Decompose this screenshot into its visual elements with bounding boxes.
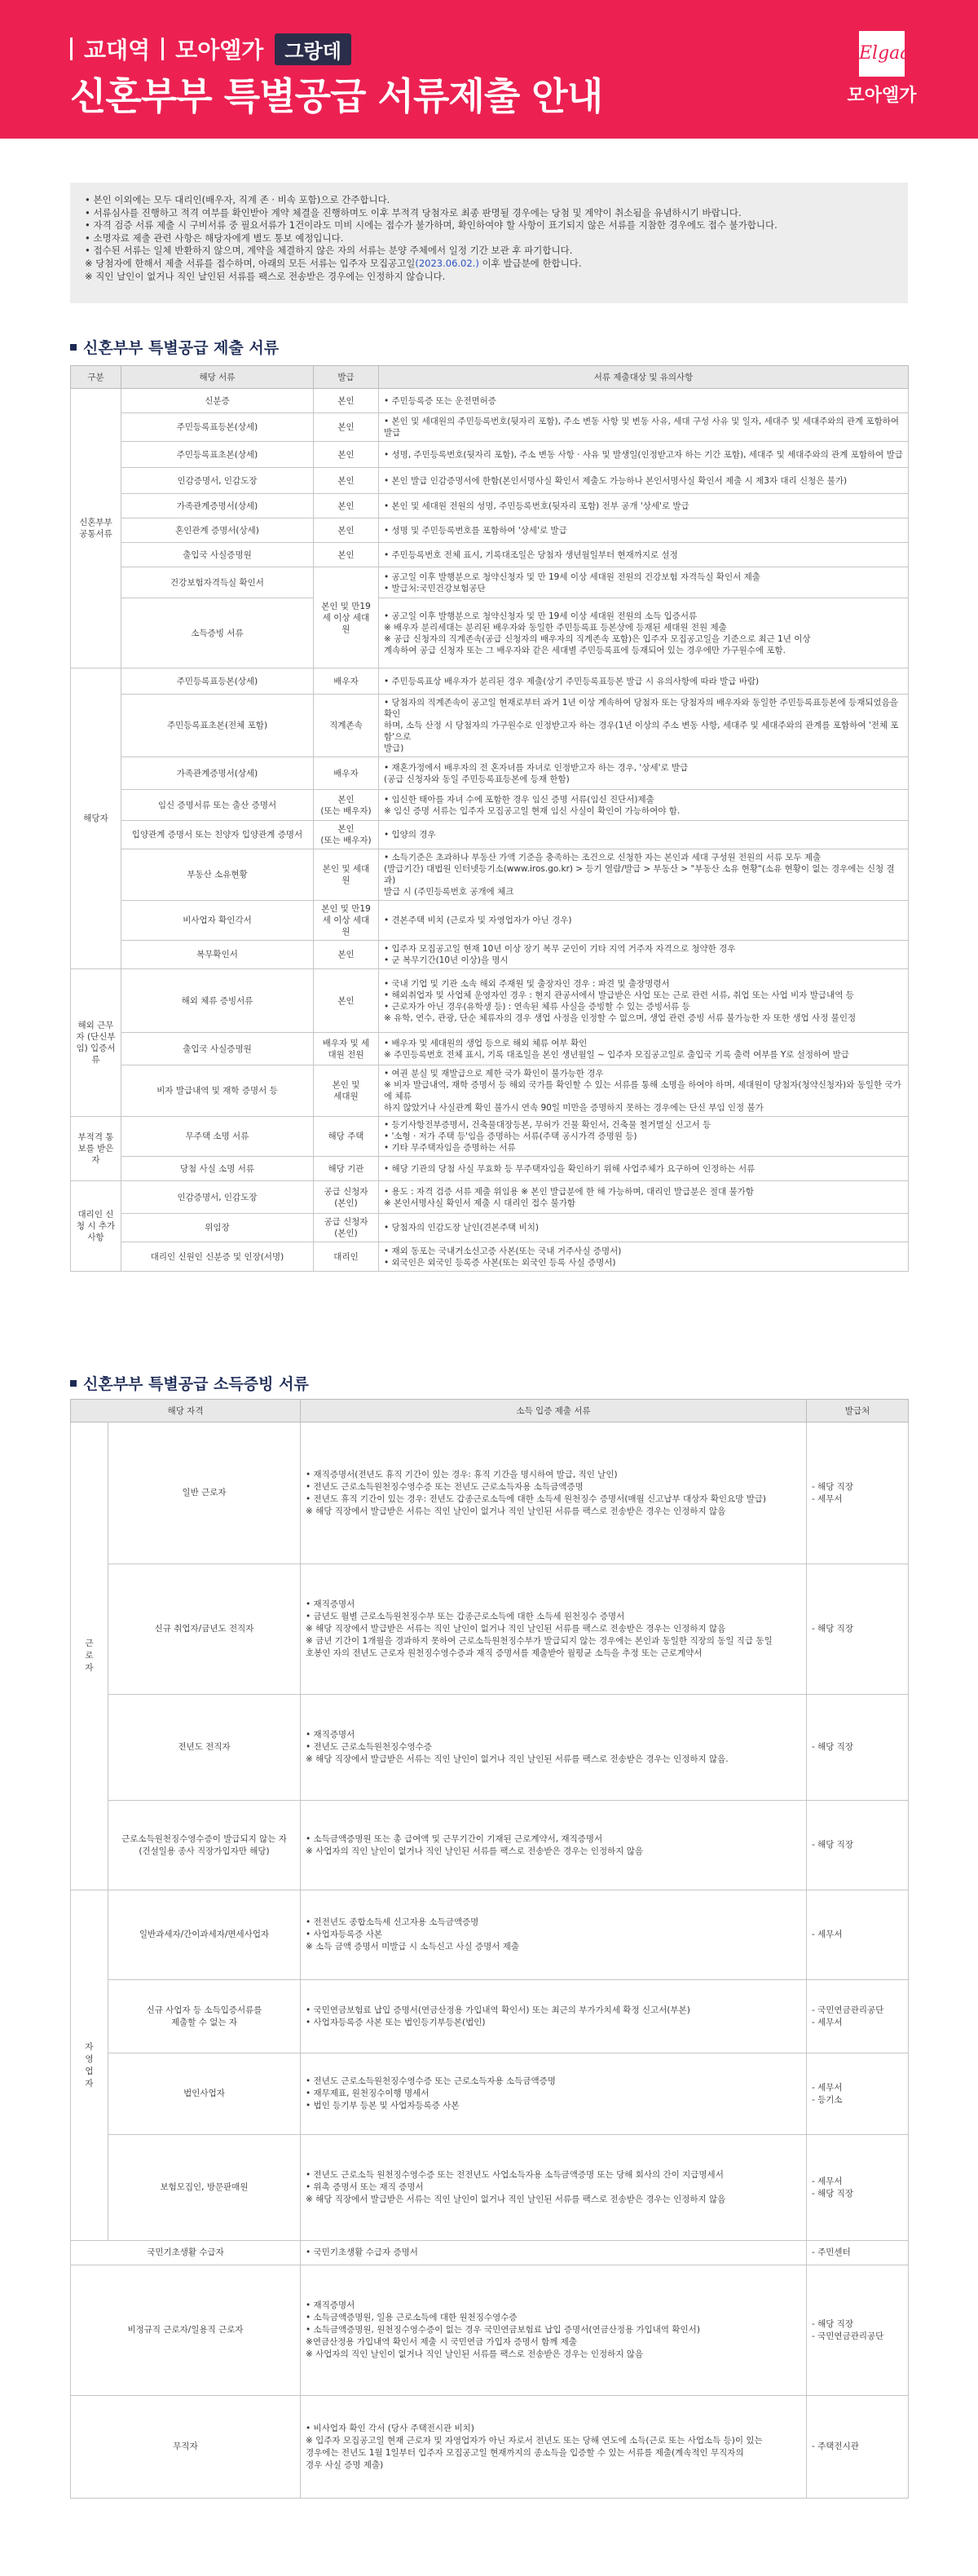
qualification: 일반과세자/간이과세자/면세사업자 — [108, 1890, 301, 1980]
document-name: 비자 발급내역 및 재학 증명서 등 — [121, 1065, 314, 1117]
row-category: 해당자 — [71, 668, 121, 969]
document-note: • 소득금액증명원 또는 총 급여액 및 근무기간이 기재된 근로계약서, 재직증명서 ※ 사업자의 직인 날인이 없거나 직인 날인된 서류를 팩스로 전송받은 경우는 인정하지 않음 — [301, 1801, 807, 1890]
table-row — [71, 1890, 909, 1980]
issuer: 본인 (또는 배우자) — [314, 790, 379, 821]
document-note: • 본인 및 세대원의 주민등록번호(뒷자리 포함), 주소 변동 사항 및 변동 사유, 세대 구성 사유 및 일자, 세대주 및 세대주와의 관계 포함하여 발급 — [379, 413, 909, 442]
divider — [70, 37, 73, 60]
document-note: • 소득기준은 초과하나 부동산 가액 기준을 충족하는 조건으로 신청한 자는 본인과 세대 구성원 전원의 서류 모두 제출 (발급기간) 대법원 인터넷등기소(www.iros.go.kr) > 등기 열람/발급 > 부동산 > "부동산 소유 현황"(소유 현황이 없는 경우에는 신청 결과) 발급 시 (주민등록번호 공개에 체크 — [379, 849, 909, 901]
issuer: 본인 및 세대원 — [314, 849, 379, 901]
document-name: 임신 증명서류 또는 출산 증명서 — [121, 790, 314, 821]
qualification: 법인사업자 — [108, 2053, 301, 2135]
document-note: • 전전년도 종합소득세 신고자용 소득금액증명 • 사업자등록증 사본 ※ 소득 금액 증명서 미발급 시 소득신고 사실 증명서 제출 — [301, 1890, 807, 1980]
documents-table — [70, 365, 909, 1272]
table-row — [71, 468, 909, 494]
table-row — [71, 1181, 909, 1214]
table-row — [71, 413, 909, 442]
issuing-office: - 세무서 - 해당 직장 — [807, 2135, 909, 2241]
document-note: • 본인 발급 인감증명서에 한함(본인서명사실 확인서 제출도 가능하나 본인서명사실 확인서 제출 시 제3자 대리 신청은 불가) — [379, 468, 909, 494]
document-note: • 재외 동포는 국내거소신고증 사본(또는 국내 거주사실 증명서) • 외국인은 외국인 등록증 사본(또는 외국인 등록 사실 증명서) — [379, 1242, 909, 1272]
issuer: 본인 — [314, 543, 379, 567]
table-row — [71, 1423, 909, 1564]
table-row — [71, 1033, 909, 1065]
document-name: 신분증 — [121, 389, 314, 413]
notice-line — [85, 258, 893, 271]
qualification: 일반 근로자 — [108, 1423, 301, 1564]
col-header: 발급처 — [807, 1400, 909, 1423]
row-category: 근 로 자 — [71, 1423, 108, 1890]
table-row — [71, 849, 909, 901]
document-note: • 견본주택 비치 (근로자 및 자영업자가 아닌 경우) — [379, 901, 909, 941]
document-note: • 본인 및 세대원 전원의 성명, 주민등록번호(뒷자리 포함) 전부 공개 '상세'로 발급 — [379, 494, 909, 518]
issuer: 본인 및 만19세 이상 세대원 — [314, 901, 379, 941]
table-row — [71, 969, 909, 1033]
col-header: 해당 자격 — [71, 1400, 301, 1423]
document-note: • 재혼가정에서 배우자의 전 혼자녀를 자녀로 인정받고자 하는 경우, '상세'로 발급 (공급 신청자와 동일 주민등록표등본에 등재 한함) — [379, 757, 909, 790]
issuer: 본인 — [314, 969, 379, 1033]
document-note: • 국민연금보험료 납입 증명서(연금산정용 가입내역 확인서) 또는 최근의 부가가치세 확정 신고서(부본) • 사업자등록증 사본 또는 법인등기부등본(법인) — [301, 1980, 807, 2053]
table-row — [71, 543, 909, 567]
document-note: • 재직증명서(전년도 휴직 기간이 있는 경우: 휴직 기간을 명시하여 발급, 직인 날인) • 전년도 근로소득원천징수영수증 또는 전년도 근로소득자용 소득금액증명 • 전년도 휴직 기간이 있는 경우: 전년도 갑종근로소득에 대한 소득세 원천징수 증명서(매월 신고납부 대상자 확인요망 발급) ※ 해당 직장에서 발급받은 서류는 직인 날인이 없거나 직인 날인된 서류를 팩스로 전송받은 경우는 인정하지 않음 — [301, 1423, 807, 1564]
document-name: 출입국 사실증명원 — [121, 1033, 314, 1065]
section-title-text: 신혼부부 특별공급 소득증빙 서류 — [83, 1375, 309, 1393]
document-note: • 배우자 및 세대원의 생업 등으로 해외 체류 여부 확인 ※ 주민등록번호 전체 표시, 기록 대조일을 본인 생년월일 ~ 입주자 모집공고일로 출입국 기록 출력 여부를 Y로 설정하여 발급 — [379, 1033, 909, 1065]
table-row — [71, 1065, 909, 1117]
table-row — [71, 941, 909, 969]
issuing-office: - 국민연금관리공단 - 세무서 — [807, 1980, 909, 2053]
document-note: • 국내 기업 및 기관 소속 해외 주재원 및 출장자인 경우 : 파견 및 출장명령서 • 해외취업자 및 사업체 운영자인 경우 : 현지 관공서에서 발급받은 사업 또는 근로 관련 서류, 취업 또는 사업 비자 발급내역 등 • 근로자가 아닌 경우(유학생 등) : 연속된 체류 사실을 증빙할 수 있는 증빙서류 등 ※ 유학, 연수, 관광, 단순 체류자의 경우 생업 사정을 인정할 수 없으며, 생업 관련 증빙 서류 불가능한 자 또한 생업 사정 불인정 — [379, 969, 909, 1033]
table-row — [71, 1980, 909, 2053]
issuing-office: - 주택전시관 — [807, 2396, 909, 2499]
col-header: 서류 제출대상 및 유의사항 — [379, 366, 909, 389]
issuer: 본인 — [314, 442, 379, 468]
bullet-square-icon — [70, 1380, 77, 1387]
document-note: • 당첨자의 직계존속이 공고일 현재로부터 과거 1년 이상 계속하여 당첨자 또는 당첨자의 배우자와 동일한 주민등록표등본에 등재되었음을 확인 하며, 소득 산정 시 당첨자의 가구원수로 인정받고자 하는 경우(1년 이상의 주소 변동 사항, 세대주 및 세대주와의 관계를 포함하여 '전체 포함'으로 발급) — [379, 695, 909, 757]
table-row — [71, 518, 909, 543]
brand-tag: 그랑데 — [275, 33, 351, 65]
brand-logo — [839, 31, 924, 109]
issuer: 본인 — [314, 494, 379, 518]
notice-text: ※ 당첨자에 한해서 제출 서류를 접수하며, 아래의 모든 서류는 입주자 모집공고일 — [85, 257, 416, 269]
logo-name: 모아엘가 — [847, 86, 917, 106]
qualification: 무직자 — [71, 2396, 301, 2499]
document-name: 인감증명서, 인감도장 — [121, 1181, 314, 1214]
document-note: • 당첨자의 인감도장 날인(견본주택 비치) — [379, 1214, 909, 1242]
issuing-office: - 세무서 — [807, 1890, 909, 1980]
document-note: • 등기사항전부증명서, 건축물대장등본, 무허가 건물 확인서, 건축물 철거멸실 신고서 등 • '소형 · 저가 주택 등'임을 증명하는 서류(주택 공시가격 증명원 등) • 기타 무주택자임을 증명하는 서류 — [379, 1117, 909, 1157]
document-note: • 공고일 이후 발행분으로 청약신청자 및 만 19세 이상 세대원 전원의 건강보험 자격득실 확인서 제출 • 발급처:국민건강보험공단 — [379, 567, 909, 598]
document-name: 출입국 사실증명원 — [121, 543, 314, 567]
issuer: 본인 — [314, 518, 379, 543]
issuing-office: - 해당 직장 — [807, 1564, 909, 1695]
issuer: 공급 신청자 (본인) — [314, 1181, 379, 1214]
issuer: 본인 (또는 배우자) — [314, 821, 379, 849]
issuer: 본인 및 세대원 — [314, 1065, 379, 1117]
table-row — [71, 2265, 909, 2396]
issuer: 대리인 — [314, 1242, 379, 1272]
table-row — [71, 2396, 909, 2499]
issuing-office: - 주민센터 — [807, 2241, 909, 2265]
document-note: • 임신한 태아를 자녀 수에 포함한 경우 임신 증명 서류(임신 진단서)제출 ※ 임신 증명 서류는 입주자 모집공고일 현재 임신 사실이 확인이 가능하여야 함. — [379, 790, 909, 821]
table-row — [71, 790, 909, 821]
breadcrumb — [70, 33, 351, 65]
document-note: • 국민기초생활 수급자 증명서 — [301, 2241, 807, 2265]
issuer: 본인 — [314, 389, 379, 413]
row-category: 자 영 업 자 — [71, 1890, 108, 2241]
table-row — [71, 668, 909, 695]
issuing-office: - 해당 직장 - 국민연금관리공단 — [807, 2265, 909, 2396]
document-name: 복무확인서 — [121, 941, 314, 969]
notice-line: • 서류심사를 진행하고 적격 여부를 확인받아 계약 체결을 진행하며도 이후 부적격 당첨자로 최종 판명될 경우에는 당첨 및 계약이 취소됨을 유념하시기 바랍니다. — [85, 206, 742, 218]
bullet-square-icon — [70, 344, 77, 351]
issuer: 배우자 — [314, 757, 379, 790]
issuing-office: - 해당 직장 — [807, 1695, 909, 1801]
document-name: 무주택 소명 서류 — [121, 1117, 314, 1157]
divider — [161, 37, 164, 60]
notice-line: • 접수된 서류는 일체 반환하지 않으며, 계약을 체결하지 않은 자의 서류는 분양 주체에서 일정 기간 보관 후 파기합니다. — [85, 245, 573, 257]
page-title: 신혼부부 특별공급 서류제출 안내 — [70, 74, 603, 118]
qualification: 보험모집인, 방문판매원 — [108, 2135, 301, 2241]
notice-text: 이후 발급분에 한합니다. — [482, 257, 582, 269]
col-header: 소득 입증 제출 서류 — [301, 1400, 807, 1423]
document-name: 주민등록표등본(상세) — [121, 668, 314, 695]
document-name: 부동산 소유현황 — [121, 849, 314, 901]
notice-date: (2023.06.02.) — [415, 257, 479, 269]
issuer: 배우자 — [314, 668, 379, 695]
qualification: 신규 사업자 등 소득입증서류를 제출할 수 없는 자 — [108, 1980, 301, 2053]
document-name: 가족관계증명서(상세) — [121, 757, 314, 790]
document-note: • 해당 기관의 당첨 사실 무효화 등 무주택자임을 확인하기 위해 사업주체가 요구하여 인정하는 서류 — [379, 1157, 909, 1181]
document-note: • 비사업자 확인 각서 (당사 주택전시관 비치) ※ 입주자 모집공고일 현재 근로자 및 자영업자가 아닌 자로서 전년도 또는 당해 연도에 소득(근로 또는 사업소득 등)이 있는 경우에는 전년도 1월 1일부터 입주자 모집공고일 현재까지의 종소득을 입증할 수 있는 서류를 제출(계속적인 무직자의 경우 사실 증명 제출) — [301, 2396, 807, 2499]
table-row — [71, 1117, 909, 1157]
row-category: 해외 근무자 (단신부임) 입증서류 — [71, 969, 121, 1117]
notice-line: • 소명자료 제출 관련 사항은 해당자에게 별도 통보 예정입니다. — [85, 232, 344, 244]
section-title-text: 신혼부부 특별공급 제출 서류 — [83, 339, 280, 357]
income-documents-table — [70, 1399, 909, 2499]
crumb-location: 교대역 — [84, 37, 151, 64]
issuer: 본인 및 만19세 이상 세대원 — [314, 567, 379, 668]
issuer: 본인 — [314, 941, 379, 969]
document-note: • 주민등록증 또는 운전면허증 — [379, 389, 909, 413]
table-row — [71, 389, 909, 413]
document-name: 인감증명서, 인감도장 — [121, 468, 314, 494]
issuer: 공급 신청자 (본인) — [314, 1214, 379, 1242]
row-category: 부적격 통보를 받은 자 — [71, 1117, 121, 1181]
qualification: 근로소득원천징수영수증이 발급되지 않는 자 (건설일용 종사 직장가입자만 해당) — [108, 1801, 301, 1890]
col-header: 해당 서류 — [121, 366, 314, 389]
document-name: 위임장 — [121, 1214, 314, 1242]
qualification: 신규 취업자/금년도 전직자 — [108, 1564, 301, 1695]
issuer: 본인 — [314, 468, 379, 494]
notice-line: • 본인 이외에는 모두 대리인(배우자, 직계 존 · 비속 포함)으로 간주합니다. — [85, 194, 390, 205]
document-name: 입양관계 증명서 또는 친양자 입양관계 증명서 — [121, 821, 314, 849]
document-note: • 재직증명서 • 전년도 근로소득원천징수영수증 ※ 해당 직장에서 발급받은 서류는 직인 날인이 없거나 직인 날인된 서류를 팩스로 전송받은 경우는 인정하지 않음. — [301, 1695, 807, 1801]
table-row — [71, 2135, 909, 2241]
document-name: 소득증빙 서류 — [121, 598, 314, 668]
document-name: 주민등록표등본(상세) — [121, 413, 314, 442]
document-note: • 성명 및 주민등록번호를 포함하여 '상세'로 발급 — [379, 518, 909, 543]
table-row — [71, 2053, 909, 2135]
table-row — [71, 1214, 909, 1242]
notice-box — [70, 183, 908, 303]
document-note: • 전년도 근로소득 원천징수영수증 또는 전전년도 사업소득자용 소득금액증명 또는 당해 회사의 간이 지급명세서 • 위촉 증명서 또는 재직 증명서 ※ 해당 직장에서 발급받은 서류는 직인 날인이 없거나 직인 날인된 서류를 팩스로 전송받은 경우는 인정하지 않음 — [301, 2135, 807, 2241]
section-title — [70, 336, 279, 358]
col-header: 구분 — [71, 366, 121, 389]
document-note: • 여권 분실 및 재발급으로 제한 국가 확인이 불가능한 경우 ※ 비자 발급내역, 재학 증명서 등 해외 국가를 확인할 수 있는 서류를 통해 소명을 하여야 하며, 세대원이 당첨자(청약신청자)와 동일한 국가에 체류 하지 않았거나 사실관계 확인 불가시 연속 90일 미만을 증명하지 못하는 경우에는 단신 부임 인정 불가 — [379, 1065, 909, 1117]
table-row — [71, 1564, 909, 1695]
notice-line: ※ 직인 날인이 없거나 직인 날인된 서류를 팩스로 전송받은 경우에는 인정하지 않습니다. — [85, 270, 446, 282]
table-row — [71, 598, 909, 668]
document-name: 주민등록표초본(전체 포함) — [121, 695, 314, 757]
page-header — [0, 0, 978, 139]
table-row — [71, 695, 909, 757]
document-note: • 성명, 주민등록번호(뒷자리 포함), 주소 변동 사항 · 사유 및 발생일(인정받고자 하는 기간 포함), 세대주 및 세대주와의 관계 포함하여 발급 — [379, 442, 909, 468]
logo-mark: Elgaa — [859, 31, 905, 77]
issuing-office: - 세무서 - 등기소 — [807, 2053, 909, 2135]
document-note: • 주민등록표상 배우자가 분리된 경우 제출(상기 주민등록표등본 발급 시 유의사항에 따라 발급 바람) — [379, 668, 909, 695]
qualification: 국민기초생활 수급자 — [71, 2241, 301, 2265]
issuer: 해당 기관 — [314, 1157, 379, 1181]
issuing-office: - 해당 직장 - 세무서 — [807, 1423, 909, 1564]
notice-line: • 자격 검증 서류 제출 시 구비서류 중 필요서류가 1건이라도 미비 시에는 접수가 불가하며, 확인하여야 할 사항이 표기되지 않은 서류를 지참한 경우에도 접수 불가합니다. — [85, 219, 778, 232]
document-name: 당첨 사실 소명 서류 — [121, 1157, 314, 1181]
table-row — [71, 1801, 909, 1890]
document-note: • 입주자 모집공고일 현재 10년 이상 장기 복무 군인이 기타 지역 거주자 자격으로 청약한 경우 • 군 복무기간(10년 이상)을 명시 — [379, 941, 909, 969]
document-note: • 재직증명서 • 금년도 월별 근로소득원천징수부 또는 갑종근로소득에 대한 소득세 원천징수 증명서 ※ 해당 직장에서 발급받은 서류는 직인 날인이 없거나 직인 날인된 서류를 팩스로 전송받은 경우는 인정하지 않음 ※ 금년 기간이 1개월을 경과하지 못하여 근로소득원천징수부가 발급되지 않는 경우에는 본인과 동일한 직장의 동일 직급 동일 호봉인 자의 전년도 근로자 원천징수영수증과 재직 증명서를 제출받아 월평균 소득을 추정 또는 근로계약서 — [301, 1564, 807, 1695]
document-note: • 전년도 근로소득원천징수영수증 또는 근로소득자용 소득금액증명 • 재무제표, 원천징수이행 명세서 • 법인 등기부 등본 및 사업자등록증 사본 — [301, 2053, 807, 2135]
issuer: 직계존속 — [314, 695, 379, 757]
qualification: 비정규직 근로자/일용직 근로자 — [71, 2265, 301, 2396]
table-row — [71, 901, 909, 941]
issuer: 본인 — [314, 413, 379, 442]
document-name: 주민등록표초본(상세) — [121, 442, 314, 468]
table-row — [71, 494, 909, 518]
document-note: • 주민등록번호 전체 표시, 기록대조일은 당첨자 생년월일부터 현재까지로 설정 — [379, 543, 909, 567]
document-name: 가족관계증명서(상세) — [121, 494, 314, 518]
table-row — [71, 821, 909, 849]
document-name: 비사업자 확인각서 — [121, 901, 314, 941]
qualification: 전년도 전직자 — [108, 1695, 301, 1801]
document-name: 건강보험자격득실 확인서 — [121, 567, 314, 598]
document-note: • 용도 : 자격 검증 서류 제출 위임용 ※ 본인 발급분에 한 해 가능하며, 대리인 발급분은 절대 불가함 ※ 본인서명사실 확인서 제출 시 대리인 접수 불가함 — [379, 1181, 909, 1214]
document-name: 혼인관계 증명서(상세) — [121, 518, 314, 543]
table-row — [71, 442, 909, 468]
row-category: 대리인 신청 시 추가사항 — [71, 1181, 121, 1272]
table-row — [71, 1695, 909, 1801]
table-row — [71, 1157, 909, 1181]
table-row — [71, 1242, 909, 1272]
table-row — [71, 2241, 909, 2265]
issuer: 해당 주택 — [314, 1117, 379, 1157]
document-note: • 입양의 경우 — [379, 821, 909, 849]
table-row — [71, 567, 909, 598]
document-name: 해외 체류 증빙서류 — [121, 969, 314, 1033]
document-note: • 재직증명서 • 소득금액증명원, 일용 근로소득에 대한 원천징수영수증 • 소득금액증명원, 원천징수영수증이 없는 경우 국민연금보험료 납입 증명서(연금산정용 가입내역 확인서) ※연금산정용 가입내역 확인서 제출 시 국민연금 가입자 증명서 함께 제출 ※ 사업자의 직인 날인이 없거나 직인 날인된 서류를 팩스로 전송받은 경우는 인정하지 않음 — [301, 2265, 807, 2396]
document-name: 대리인 신원인 신분증 및 인장(서명) — [121, 1242, 314, 1272]
col-header: 발급 — [314, 366, 379, 389]
issuing-office: - 해당 직장 — [807, 1801, 909, 1890]
row-category: 신혼부부 공통서류 — [71, 389, 121, 668]
issuer: 배우자 및 세대원 전원 — [314, 1033, 379, 1065]
table-row — [71, 757, 909, 790]
crumb-brand: 모아엘가 — [175, 37, 264, 64]
document-note: • 공고일 이후 발행분으로 청약신청자 및 만 19세 이상 세대원 전원의 소득 입증서류 ※ 배우자 분리세대는 분리된 배우자와 동일한 주민등록표 등본상에 등재된 세대원 전원 제출 ※ 공급 신청자의 직계존속(공급 신청자의 배우자의 직계존속 포함)은 입주자 모집공고일을 기준으로 최근 1년 이상 계속하여 공급 신청자 또는 그 배우자와 같은 세대별 주민등록표에 등재되어 있는 경우에만 가구원수에 포함. — [379, 598, 909, 668]
section-title — [70, 1372, 309, 1394]
